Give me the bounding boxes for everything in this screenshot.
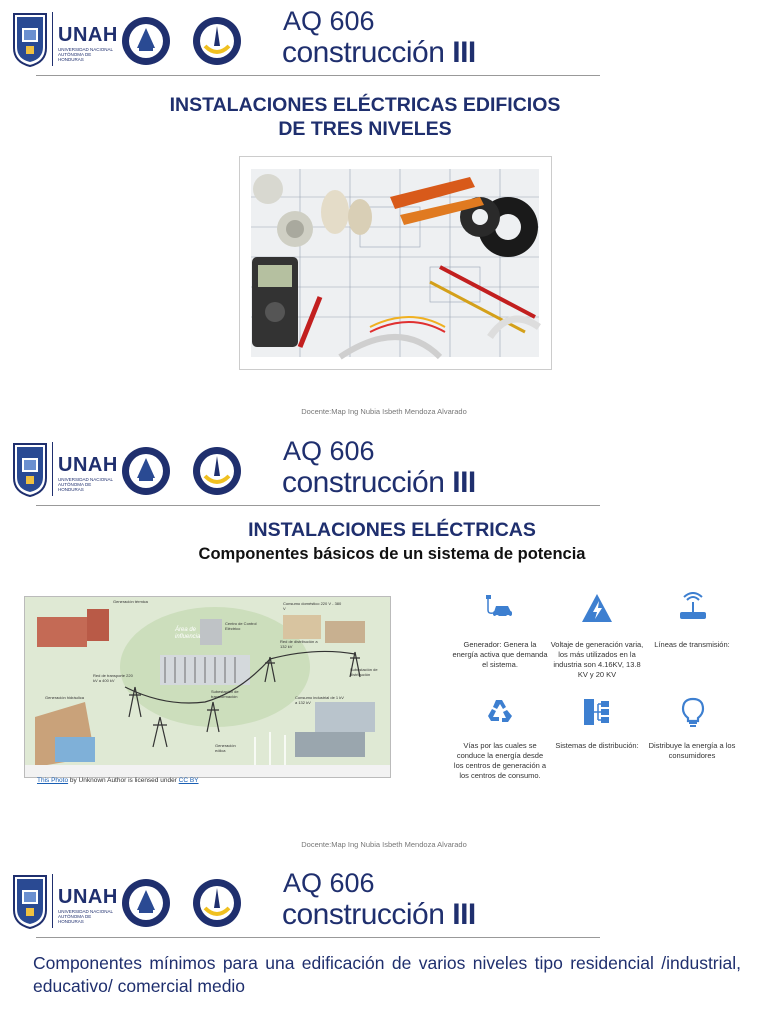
map-label-sub-distribucion: Subestación de distribución	[350, 667, 378, 677]
slide-2-subtitle: Componentes básicos de un sistema de potencia	[198, 545, 586, 563]
map-label-consumo-industrial: Consumo industrial de 1 kV a 132 kV	[295, 695, 344, 705]
map-label-gen-hidraulica: Generación hidráulica	[45, 695, 84, 700]
component-sistemas: Sistemas de distribución:	[555, 741, 639, 750]
faculty-seal-logo	[121, 446, 171, 496]
logo-separator	[52, 442, 53, 496]
course-name: construcción III	[282, 466, 476, 499]
map-label-gen-termica: Generación térmica	[113, 599, 148, 604]
header-divider	[36, 505, 600, 506]
slide-3-body: Componentes mínimos para una edificación de varios niveles tipo residencial /industrial, educativo/ comercial medio	[33, 953, 741, 996]
license-link[interactable]: CC BY	[178, 777, 199, 784]
logo-separator	[52, 874, 53, 928]
unah-shield-logo	[12, 10, 48, 68]
component-voltaje: Voltaje de generación varia, los más utilizados en la industria son 4.16KV, 13.8 KV y 20 KV	[550, 640, 644, 679]
unah-subtitle: UNIVERSIDAD NACIONAL AUTÓNOMA DE HONDURAS	[58, 47, 113, 62]
slide-2-title: INSTALACIONES ELÉCTRICAS	[248, 519, 536, 541]
component-lineas: Líneas de transmisión:	[654, 640, 730, 649]
component-generador: Generador: Genera la energía activa que demanda el sistema.	[452, 640, 548, 669]
unah-shield-logo	[12, 872, 48, 930]
docente-credit: Docente:Map Ing Nubia Isbeth Mendoza Alvarado	[301, 840, 467, 849]
map-label-red-transporte: Red de transporte 220 kV a 400 kV	[93, 673, 133, 683]
unah-shield-logo	[12, 440, 48, 498]
car-charger-icon	[484, 592, 516, 624]
map-label-gen-eolica: Generación eólica	[215, 743, 236, 753]
map-label-sub-transformacion: Subestación de transformación	[211, 689, 239, 699]
course-name: construcción III	[282, 898, 476, 931]
slide-1-title: INSTALACIONES ELÉCTRICAS EDIFICIOS DE TRES NIVELES	[169, 94, 561, 140]
map-label-area: Área de influencia	[175, 627, 201, 640]
slide-3	[0, 862, 768, 1024]
lightning-warning-icon	[581, 592, 613, 624]
component-distribuye: Distribuye la energía a los consumidores	[648, 741, 736, 760]
electrical-tools-photo	[239, 156, 552, 370]
header-divider	[36, 75, 600, 76]
photo-link[interactable]: This Photo	[37, 777, 69, 784]
router-antenna-icon	[677, 592, 709, 624]
unah-wordmark: UNAH	[58, 454, 118, 476]
power-system-illustration	[24, 596, 391, 778]
header-divider	[36, 937, 600, 938]
faculty-seal-logo	[121, 878, 171, 928]
caption-text: by Unknown Author is licensed under	[69, 777, 177, 784]
photo-caption	[37, 777, 199, 784]
unah-subtitle: UNIVERSIDAD NACIONAL AUTÓNOMA DE HONDURAS	[58, 909, 113, 924]
lightbulb-icon	[677, 696, 709, 728]
map-label-centro-control: Centro de Control Eléctrico	[225, 621, 257, 631]
architecture-seal-logo	[192, 878, 242, 928]
map-label-red-distribucion: Red de distribución a 132 kV	[280, 639, 318, 649]
course-name: construcción III	[282, 36, 476, 69]
hierarchy-icon	[581, 696, 613, 728]
unah-wordmark: UNAH	[58, 24, 118, 46]
docente-credit: Docente:Map Ing Nubia Isbeth Mendoza Alvarado	[301, 407, 467, 416]
slide-1	[0, 0, 768, 428]
slide-header	[0, 430, 768, 508]
course-code: AQ 606	[283, 868, 375, 898]
faculty-seal-logo	[121, 16, 171, 66]
course-code: AQ 606	[283, 436, 375, 466]
unah-subtitle: UNIVERSIDAD NACIONAL AUTÓNOMA DE HONDURAS	[58, 477, 113, 492]
slide-header	[0, 862, 768, 940]
course-code: AQ 606	[283, 6, 375, 36]
logo-separator	[52, 12, 53, 66]
map-label-consumo-domestico: Consumo doméstico 220 V - 380 V	[283, 601, 342, 611]
slide-header	[0, 0, 768, 78]
architecture-seal-logo	[192, 16, 242, 66]
architecture-seal-logo	[192, 446, 242, 496]
recycle-icon	[484, 696, 516, 728]
slide-2	[0, 430, 768, 854]
unah-wordmark: UNAH	[58, 886, 118, 908]
component-vias: Vías por las cuales se conduce la energía desde los centros de generación a los centros de consumo.	[453, 741, 547, 780]
